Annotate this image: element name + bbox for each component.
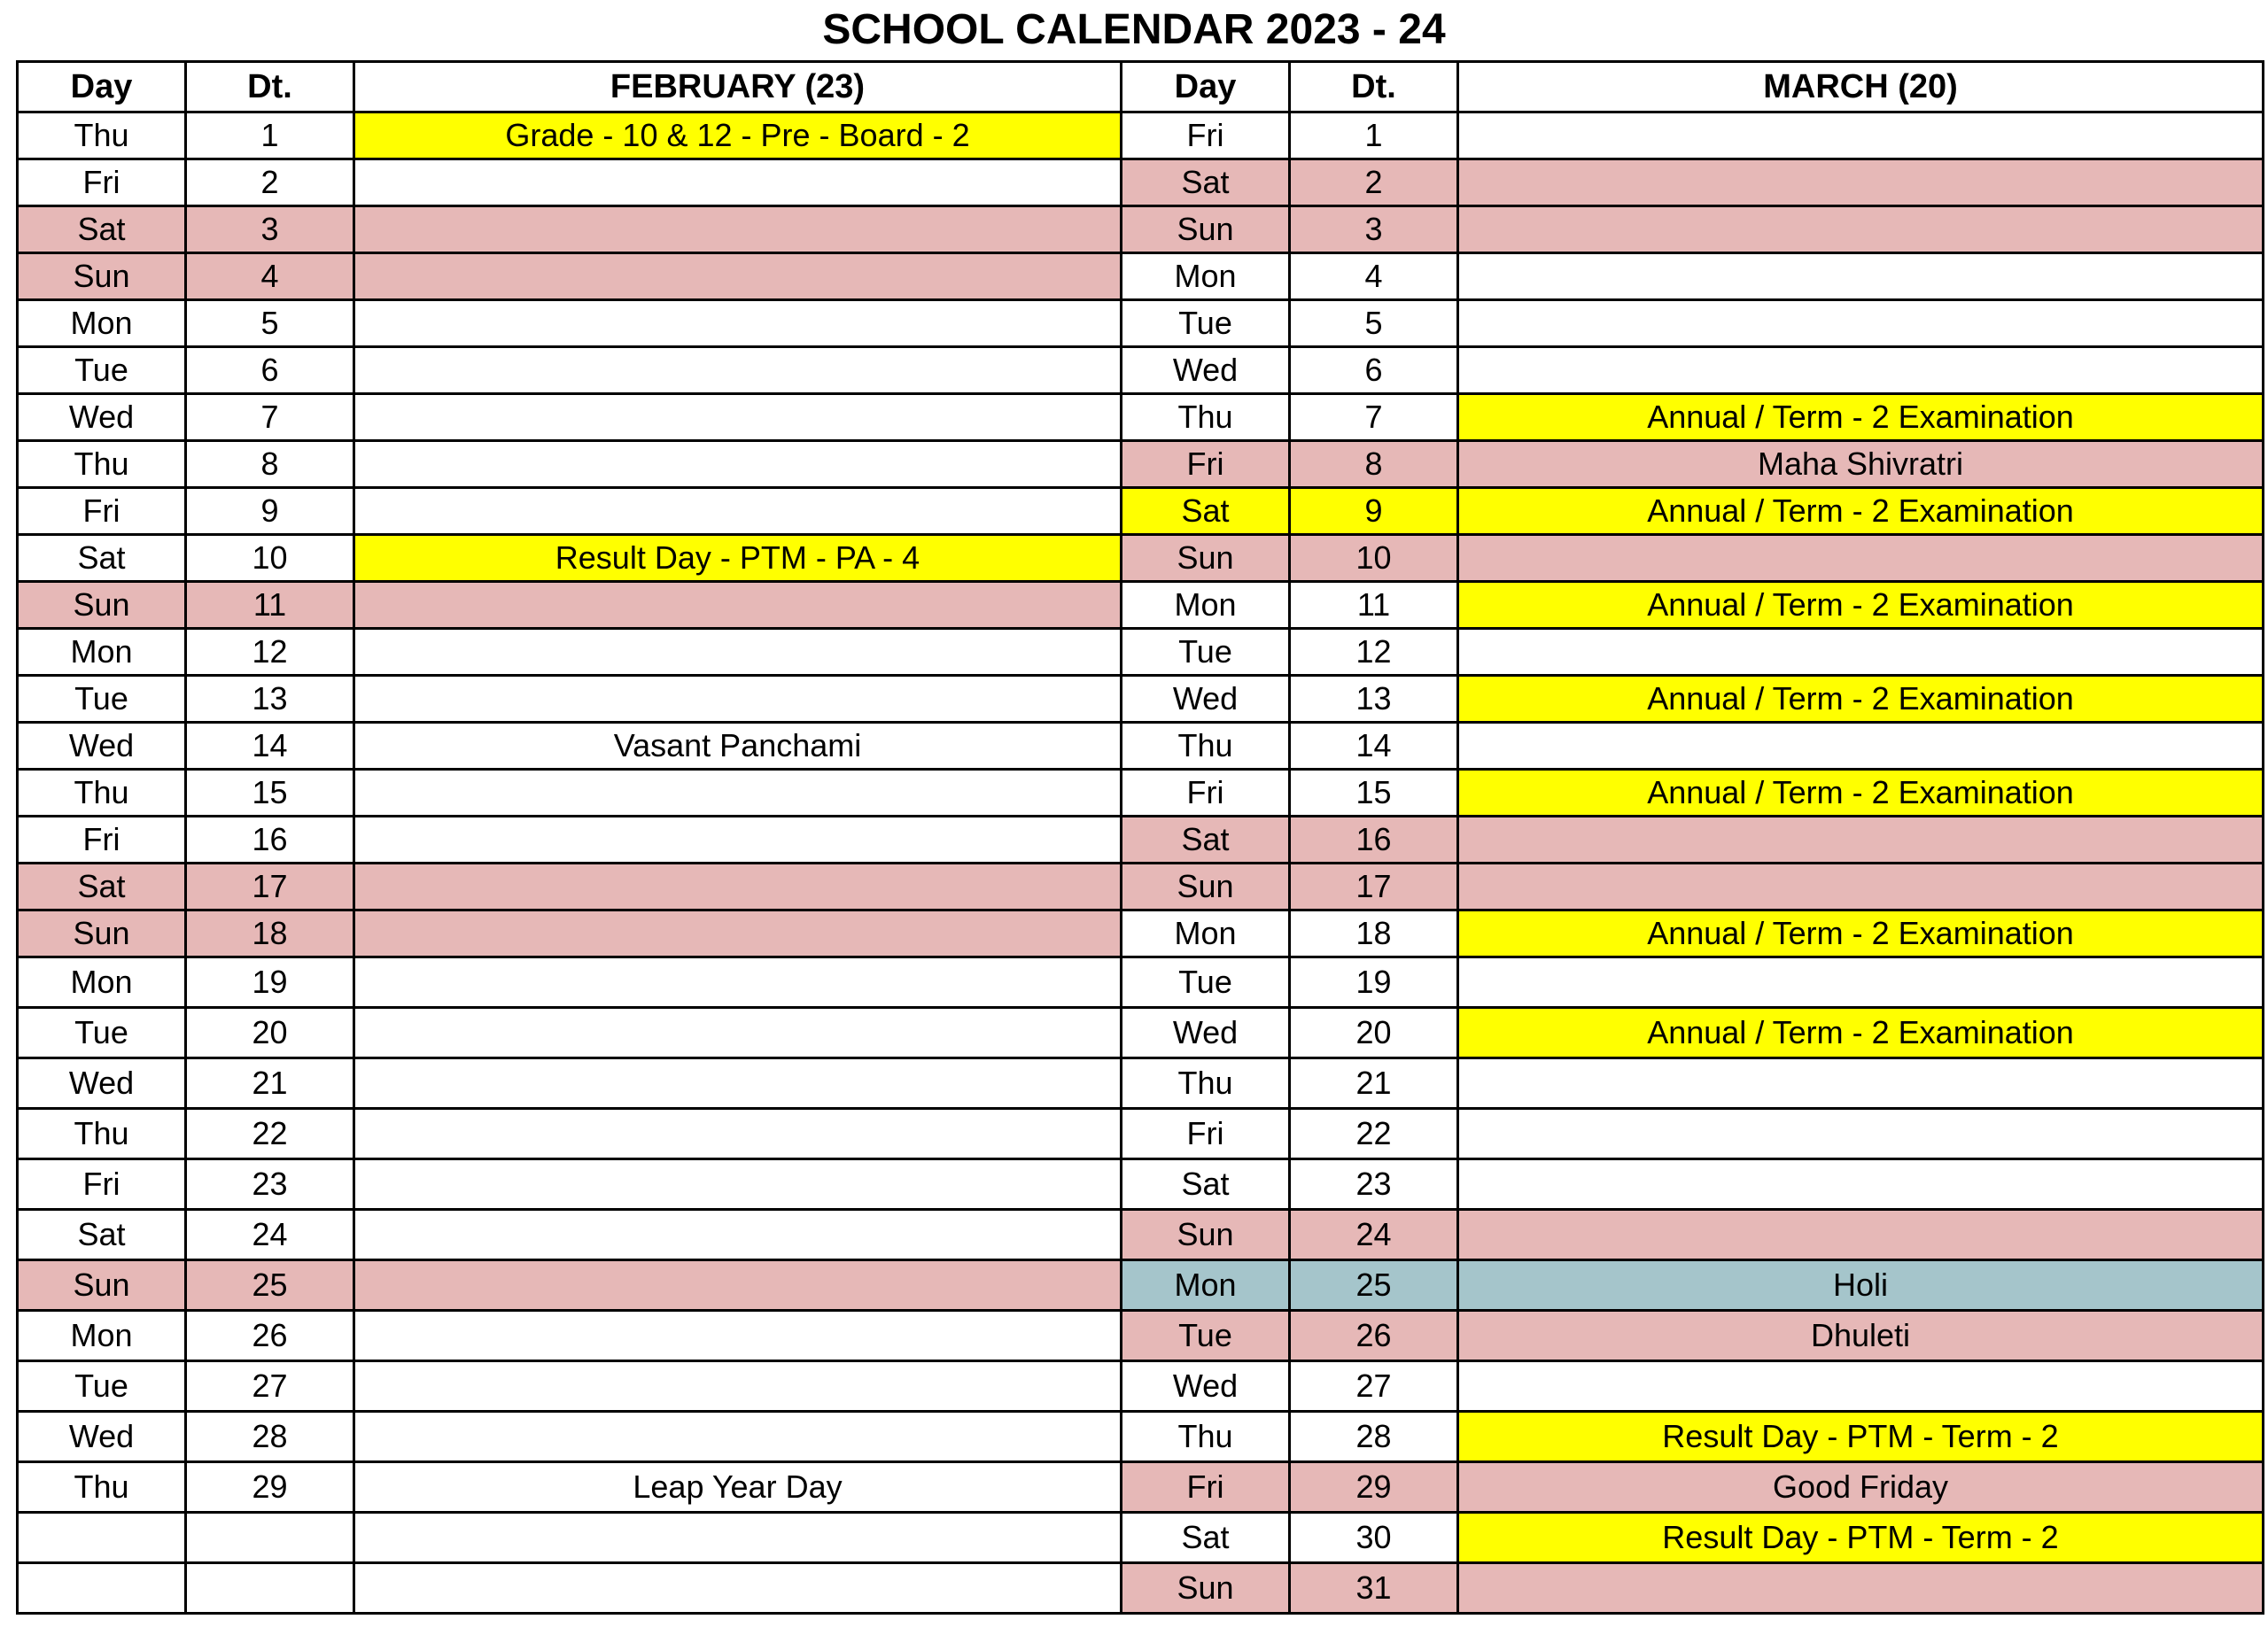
- february-event-cell: [354, 347, 1122, 394]
- march-date-cell: 9: [1290, 488, 1458, 535]
- february-event-cell: [354, 441, 1122, 488]
- march-date-cell: 25: [1290, 1260, 1458, 1311]
- february-day-cell: Tue: [18, 347, 186, 394]
- table-row: [18, 770, 2264, 817]
- march-event-cell: Maha Shivratri: [1458, 441, 2264, 488]
- march-day-cell: Mon: [1122, 582, 1290, 629]
- february-date-cell: 24: [186, 1210, 354, 1260]
- table-row: [18, 1260, 2264, 1311]
- march-date-cell: 31: [1290, 1563, 1458, 1614]
- february-event-cell: [354, 1513, 1122, 1563]
- february-event-cell: [354, 1058, 1122, 1109]
- february-date-cell: 6: [186, 347, 354, 394]
- march-event-cell: [1458, 253, 2264, 300]
- february-event-cell: [354, 676, 1122, 723]
- table-row: [18, 1008, 2264, 1058]
- february-date-cell: 2: [186, 159, 354, 206]
- march-date-cell: 15: [1290, 770, 1458, 817]
- march-event-cell: [1458, 347, 2264, 394]
- march-event-cell: Dhuleti: [1458, 1311, 2264, 1361]
- march-event-cell: Result Day - PTM - Term - 2: [1458, 1513, 2264, 1563]
- march-day-cell: Fri: [1122, 441, 1290, 488]
- february-event-cell: [354, 957, 1122, 1008]
- february-date-cell: 20: [186, 1008, 354, 1058]
- march-day-cell: Fri: [1122, 770, 1290, 817]
- march-day-cell: Sun: [1122, 206, 1290, 253]
- table-row: [18, 1311, 2264, 1361]
- february-date-cell: 15: [186, 770, 354, 817]
- march-event-cell: [1458, 817, 2264, 864]
- table-row: [18, 1563, 2264, 1614]
- february-date-cell: 14: [186, 723, 354, 770]
- february-day-cell: Sat: [18, 1210, 186, 1260]
- february-date-cell: 16: [186, 817, 354, 864]
- february-day-cell: Sat: [18, 535, 186, 582]
- february-day-cell: Fri: [18, 159, 186, 206]
- march-day-cell: Wed: [1122, 1008, 1290, 1058]
- march-event-cell: Annual / Term - 2 Examination: [1458, 488, 2264, 535]
- march-event-cell: [1458, 1563, 2264, 1614]
- march-event-cell: [1458, 957, 2264, 1008]
- table-row: [18, 535, 2264, 582]
- page-title: SCHOOL CALENDAR 2023 - 24: [822, 6, 1446, 53]
- february-day-cell: Mon: [18, 1311, 186, 1361]
- february-date-cell: 28: [186, 1412, 354, 1462]
- march-day-cell: Sat: [1122, 1159, 1290, 1210]
- february-date-cell: 25: [186, 1260, 354, 1311]
- header-date-right: Dt.: [1290, 62, 1458, 112]
- table-row: [18, 1210, 2264, 1260]
- february-day-cell: Wed: [18, 1058, 186, 1109]
- february-date-cell: 26: [186, 1311, 354, 1361]
- table-row: [18, 1109, 2264, 1159]
- march-event-cell: [1458, 1159, 2264, 1210]
- february-event-cell: [354, 1311, 1122, 1361]
- march-event-cell: Annual / Term - 2 Examination: [1458, 910, 2264, 957]
- march-event-cell: [1458, 535, 2264, 582]
- march-event-cell: Annual / Term - 2 Examination: [1458, 394, 2264, 441]
- february-event-cell: [354, 1008, 1122, 1058]
- march-event-cell: [1458, 206, 2264, 253]
- february-day-cell: Sun: [18, 1260, 186, 1311]
- february-day-cell: Wed: [18, 1412, 186, 1462]
- march-event-cell: [1458, 723, 2264, 770]
- march-date-cell: 10: [1290, 535, 1458, 582]
- february-day-cell: Sun: [18, 582, 186, 629]
- table-row: [18, 629, 2264, 676]
- march-event-cell: Annual / Term - 2 Examination: [1458, 676, 2264, 723]
- march-date-cell: 29: [1290, 1462, 1458, 1513]
- table-row: [18, 1361, 2264, 1412]
- calendar-table: [16, 60, 2264, 1615]
- february-event-cell: [354, 394, 1122, 441]
- table-row: [18, 253, 2264, 300]
- table-row: [18, 206, 2264, 253]
- header-date-left: Dt.: [186, 62, 354, 112]
- february-date-cell: 21: [186, 1058, 354, 1109]
- february-event-cell: [354, 1159, 1122, 1210]
- table-row: [18, 441, 2264, 488]
- march-event-cell: [1458, 112, 2264, 159]
- march-day-cell: Fri: [1122, 112, 1290, 159]
- march-date-cell: 16: [1290, 817, 1458, 864]
- table-row: [18, 1159, 2264, 1210]
- header-month-february: FEBRUARY (23): [354, 62, 1122, 112]
- march-date-cell: 22: [1290, 1109, 1458, 1159]
- february-date-cell: 13: [186, 676, 354, 723]
- march-day-cell: Tue: [1122, 957, 1290, 1008]
- february-event-cell: [354, 817, 1122, 864]
- march-day-cell: Sat: [1122, 817, 1290, 864]
- march-date-cell: 4: [1290, 253, 1458, 300]
- header-row: [18, 62, 2264, 112]
- march-date-cell: 13: [1290, 676, 1458, 723]
- february-day-cell: Wed: [18, 394, 186, 441]
- table-row: [18, 864, 2264, 910]
- march-day-cell: Sun: [1122, 1563, 1290, 1614]
- march-date-cell: 11: [1290, 582, 1458, 629]
- march-date-cell: 12: [1290, 629, 1458, 676]
- february-event-cell: [354, 1109, 1122, 1159]
- march-date-cell: 30: [1290, 1513, 1458, 1563]
- february-event-cell: [354, 1361, 1122, 1412]
- march-day-cell: Tue: [1122, 300, 1290, 347]
- header-month-march: MARCH (20): [1458, 62, 2264, 112]
- march-day-cell: Wed: [1122, 347, 1290, 394]
- march-event-cell: Holi: [1458, 1260, 2264, 1311]
- header-day-right: Day: [1122, 62, 1290, 112]
- march-date-cell: 3: [1290, 206, 1458, 253]
- february-date-cell: 5: [186, 300, 354, 347]
- march-day-cell: Thu: [1122, 1412, 1290, 1462]
- march-day-cell: Sat: [1122, 488, 1290, 535]
- march-event-cell: Annual / Term - 2 Examination: [1458, 770, 2264, 817]
- february-date-cell: 17: [186, 864, 354, 910]
- february-day-cell: Sun: [18, 910, 186, 957]
- march-date-cell: 18: [1290, 910, 1458, 957]
- table-row: [18, 1513, 2264, 1563]
- february-day-cell: Thu: [18, 770, 186, 817]
- february-date-cell: 1: [186, 112, 354, 159]
- march-day-cell: Wed: [1122, 676, 1290, 723]
- table-row: [18, 676, 2264, 723]
- march-date-cell: 21: [1290, 1058, 1458, 1109]
- march-day-cell: Thu: [1122, 394, 1290, 441]
- february-day-cell: Thu: [18, 441, 186, 488]
- table-row: [18, 910, 2264, 957]
- february-event-cell: Vasant Panchami: [354, 723, 1122, 770]
- february-event-cell: [354, 629, 1122, 676]
- march-event-cell: [1458, 1210, 2264, 1260]
- march-date-cell: 28: [1290, 1412, 1458, 1462]
- table-row: [18, 347, 2264, 394]
- february-day-cell: Fri: [18, 488, 186, 535]
- march-date-cell: 24: [1290, 1210, 1458, 1260]
- march-date-cell: 1: [1290, 112, 1458, 159]
- february-event-cell: [354, 300, 1122, 347]
- february-event-cell: [354, 1412, 1122, 1462]
- march-day-cell: Fri: [1122, 1109, 1290, 1159]
- march-date-cell: 6: [1290, 347, 1458, 394]
- table-row: [18, 582, 2264, 629]
- february-day-cell: Thu: [18, 1109, 186, 1159]
- march-event-cell: Annual / Term - 2 Examination: [1458, 582, 2264, 629]
- march-day-cell: Thu: [1122, 723, 1290, 770]
- february-event-cell: Grade - 10 & 12 - Pre - Board - 2: [354, 112, 1122, 159]
- february-date-cell: 9: [186, 488, 354, 535]
- march-event-cell: Good Friday: [1458, 1462, 2264, 1513]
- february-event-cell: [354, 206, 1122, 253]
- february-event-cell: [354, 1563, 1122, 1614]
- march-day-cell: Fri: [1122, 1462, 1290, 1513]
- march-date-cell: 23: [1290, 1159, 1458, 1210]
- march-date-cell: 20: [1290, 1008, 1458, 1058]
- february-event-cell: [354, 159, 1122, 206]
- february-event-cell: Leap Year Day: [354, 1462, 1122, 1513]
- february-date-cell: 11: [186, 582, 354, 629]
- march-day-cell: Mon: [1122, 910, 1290, 957]
- march-day-cell: Sat: [1122, 1513, 1290, 1563]
- march-date-cell: 19: [1290, 957, 1458, 1008]
- march-day-cell: Sun: [1122, 535, 1290, 582]
- march-day-cell: Sun: [1122, 864, 1290, 910]
- march-date-cell: 26: [1290, 1311, 1458, 1361]
- table-row: [18, 957, 2264, 1008]
- march-date-cell: 2: [1290, 159, 1458, 206]
- february-day-cell: Fri: [18, 817, 186, 864]
- february-date-cell: 4: [186, 253, 354, 300]
- march-day-cell: Tue: [1122, 1311, 1290, 1361]
- march-event-cell: [1458, 864, 2264, 910]
- february-day-cell: Tue: [18, 1361, 186, 1412]
- february-event-cell: Result Day - PTM - PA - 4: [354, 535, 1122, 582]
- march-date-cell: 7: [1290, 394, 1458, 441]
- february-day-cell: Tue: [18, 676, 186, 723]
- february-event-cell: [354, 1210, 1122, 1260]
- february-day-cell: [18, 1563, 186, 1614]
- header-day-left: Day: [18, 62, 186, 112]
- table-row: [18, 1412, 2264, 1462]
- february-day-cell: Wed: [18, 723, 186, 770]
- february-day-cell: Thu: [18, 112, 186, 159]
- table-row: [18, 1058, 2264, 1109]
- march-event-cell: [1458, 1109, 2264, 1159]
- table-row: [18, 488, 2264, 535]
- february-day-cell: Tue: [18, 1008, 186, 1058]
- february-event-cell: [354, 1260, 1122, 1311]
- march-event-cell: [1458, 1361, 2264, 1412]
- march-event-cell: Result Day - PTM - Term - 2: [1458, 1412, 2264, 1462]
- february-day-cell: Thu: [18, 1462, 186, 1513]
- february-day-cell: Mon: [18, 957, 186, 1008]
- march-event-cell: [1458, 1058, 2264, 1109]
- february-event-cell: [354, 864, 1122, 910]
- march-day-cell: Tue: [1122, 629, 1290, 676]
- march-day-cell: Thu: [1122, 1058, 1290, 1109]
- march-day-cell: Sun: [1122, 1210, 1290, 1260]
- march-event-cell: [1458, 629, 2264, 676]
- february-date-cell: 8: [186, 441, 354, 488]
- march-date-cell: 17: [1290, 864, 1458, 910]
- february-day-cell: Fri: [18, 1159, 186, 1210]
- march-event-cell: [1458, 300, 2264, 347]
- february-day-cell: Sat: [18, 864, 186, 910]
- february-date-cell: 19: [186, 957, 354, 1008]
- february-date-cell: 7: [186, 394, 354, 441]
- march-event-cell: Annual / Term - 2 Examination: [1458, 1008, 2264, 1058]
- table-row: [18, 1462, 2264, 1513]
- calendar-body: [18, 112, 2264, 1614]
- march-date-cell: 14: [1290, 723, 1458, 770]
- february-date-cell: 3: [186, 206, 354, 253]
- table-row: [18, 159, 2264, 206]
- february-date-cell: 12: [186, 629, 354, 676]
- march-day-cell: Sat: [1122, 159, 1290, 206]
- table-row: [18, 394, 2264, 441]
- february-day-cell: [18, 1513, 186, 1563]
- march-day-cell: Mon: [1122, 1260, 1290, 1311]
- february-date-cell: 10: [186, 535, 354, 582]
- february-event-cell: [354, 582, 1122, 629]
- february-day-cell: Sat: [18, 206, 186, 253]
- february-date-cell: 29: [186, 1462, 354, 1513]
- february-date-cell: 23: [186, 1159, 354, 1210]
- february-event-cell: [354, 253, 1122, 300]
- february-date-cell: 22: [186, 1109, 354, 1159]
- february-date-cell: 27: [186, 1361, 354, 1412]
- table-row: [18, 723, 2264, 770]
- february-day-cell: Mon: [18, 300, 186, 347]
- march-event-cell: [1458, 159, 2264, 206]
- march-day-cell: Mon: [1122, 253, 1290, 300]
- february-date-cell: 18: [186, 910, 354, 957]
- table-row: [18, 300, 2264, 347]
- february-day-cell: Sun: [18, 253, 186, 300]
- february-event-cell: [354, 488, 1122, 535]
- february-date-cell: [186, 1563, 354, 1614]
- february-date-cell: [186, 1513, 354, 1563]
- march-date-cell: 27: [1290, 1361, 1458, 1412]
- march-day-cell: Wed: [1122, 1361, 1290, 1412]
- table-row: [18, 817, 2264, 864]
- february-event-cell: [354, 770, 1122, 817]
- february-day-cell: Mon: [18, 629, 186, 676]
- february-event-cell: [354, 910, 1122, 957]
- table-row: [18, 112, 2264, 159]
- march-date-cell: 5: [1290, 300, 1458, 347]
- march-date-cell: 8: [1290, 441, 1458, 488]
